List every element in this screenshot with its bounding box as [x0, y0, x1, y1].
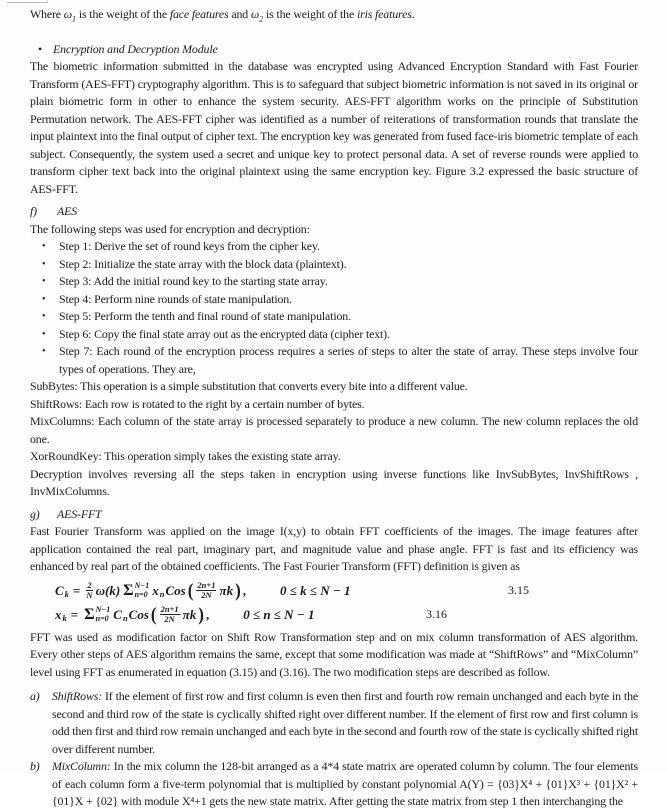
right-paren: )	[235, 579, 241, 602]
bullet-icon: •	[38, 41, 43, 56]
summation-limits	[135, 582, 150, 599]
right-paren: )	[198, 603, 204, 626]
list-label: b)	[30, 759, 40, 774]
operation-desc-mixcolumns: MixColumns: Each column of the state array is processed separately to produce a new column. The new column replaces the old one.	[30, 414, 638, 446]
math-var: x	[55, 607, 62, 623]
omega1-subscript: 1	[72, 14, 77, 24]
bullet-icon: •	[42, 328, 46, 340]
step-text: Step 1: Derive the set of round keys from the cipher key.	[59, 239, 320, 254]
equals-sign: =	[72, 583, 81, 599]
step-item	[30, 343, 638, 378]
step-item	[30, 326, 638, 344]
summation	[84, 606, 110, 623]
omega2-symbol: ω	[250, 7, 260, 21]
math-subscript: k	[62, 613, 67, 624]
modification-list	[30, 688, 638, 811]
step-text: Step 4: Perform nine rounds of state manipulation.	[59, 291, 292, 306]
aes-steps-list	[30, 238, 638, 378]
omega2-subscript: 2	[259, 14, 264, 24]
operation-desc-xorroundkey: XorRoundKey: This operation simply takes the existing state array.	[30, 449, 341, 464]
pi-k-term: πk	[182, 607, 197, 623]
left-paren: (	[187, 579, 194, 602]
intro-text: is the weight of the	[76, 7, 170, 21]
sigma-symbol: Σ	[84, 605, 95, 623]
intro-text: Where	[30, 7, 64, 21]
fraction	[160, 605, 180, 624]
omega1-symbol: ω	[63, 7, 73, 21]
aes-intro: The following steps was used for encryption and decryption:	[30, 221, 310, 236]
fft-after: FFT was used as modification factor on Shift Row Transformation step and on mix column transformation of AES algorithm. Every other steps of AES algorithm remains the same, except that some modification was made at “ShiftRows” and “MixColumn” level using FFT as enumerated in equation (3.15) and (3.16). The two modification steps are described as follow.	[30, 629, 638, 679]
intro-text: .	[411, 7, 415, 21]
module-heading-title: Encryption and Decryption Module	[53, 41, 218, 56]
sigma-symbol: Σ	[123, 581, 134, 599]
modification-item-shiftrows	[30, 688, 638, 758]
decryption-note: Decryption involves reversing all the steps taken in encryption using inverse functions like InvSubBytes, InvShiftRows , InvMixColumns.	[30, 466, 638, 499]
step-text: Step 3: Add the initial round key to the starting state array.	[59, 274, 328, 289]
modification-body	[52, 688, 638, 758]
step-item	[30, 273, 638, 291]
step-item	[30, 238, 638, 256]
term-mixcolumn: MixColumn:	[52, 759, 111, 774]
equation-3-15	[30, 579, 638, 603]
bullet-icon: •	[42, 293, 46, 305]
intro-text: and	[228, 7, 251, 21]
math-var: x	[152, 583, 159, 599]
equation-condition: 0 ≤ n ≤ N − 1	[243, 607, 315, 623]
aes-heading-title: AES	[57, 204, 78, 219]
iris-features-term: iris features	[356, 7, 412, 21]
module-paragraph: The biometric information submitted in the database was encrypted using Advanced Encryption Standard with Fast Fourier Transform (AES-FFT) cryptography algorithm. This is to safeguard that subject biometric information is not saved in its original or plain biometric form in other to enhance the system security. AES-FFT algorithm works on the principle of Substitution Permutation network. The AES-FFT cipher was identified as a number of reiterations of transformation rounds that translate the input plaintext into the final output of cipher text. The encryption key was generated from fused face-iris biometric template of each subject. Consequently, the system used a secret and unique key to protect personal data. A set of reverse rounds were applied to transform cipher text back into the original plaintext using the same encryption key. Figure 3.2 expressed the basic structure of AES-FFT.	[30, 59, 639, 196]
operation-desc-subbytes: SubBytes: This operation is a simple substitution that converts every bite into a different value.	[30, 379, 468, 394]
summation-upper: N−1	[134, 581, 150, 591]
fraction	[196, 581, 216, 600]
operation-desc-shiftrows: ShiftRows: Each row is rotated to the right by a certain number of bytes.	[30, 396, 365, 411]
fraction-numerator: 2n+1	[160, 604, 179, 615]
fraction-numerator: 2n+1	[197, 580, 216, 591]
cropped-figure-edge	[7, 0, 48, 3]
math-subscript: n	[122, 613, 128, 624]
math-subscript: k	[64, 589, 69, 600]
bullet-icon: •	[42, 346, 46, 358]
comma: ,	[205, 607, 210, 623]
modification-text: If the element of first row and first column is even then first and fourth row remain unchanged and each byte in the second and third row of the state is cyclically shifted right over different number. If the element of first row and first column is odd then first and third row remain unchanged and each byte in the second and fourth row of the state is cyclically shifted right over different number.	[52, 689, 638, 756]
modification-body	[52, 758, 638, 811]
aes-heading-label: f)	[30, 204, 37, 219]
math-var: C	[113, 607, 122, 623]
cosine-term: Cos	[165, 583, 186, 599]
page-content	[30, 6, 638, 811]
step-item	[30, 308, 638, 326]
summation-limits	[96, 606, 111, 623]
fraction-denominator: 2N	[201, 590, 212, 601]
equation-formula	[54, 605, 209, 624]
fraction-denominator: N	[86, 590, 93, 601]
aes-heading	[30, 203, 638, 221]
step-text: Step 6: Copy the final state array out as the encrypted data (cipher text).	[59, 326, 390, 341]
step-text: Step 5: Perform the tenth and final round of state manipulation.	[59, 309, 351, 324]
summation-lower: n=0	[134, 589, 148, 599]
equation-3-16	[30, 603, 638, 627]
step-text: Step 2: Initialize the state array with the block data (plaintext).	[59, 256, 347, 271]
equation-number: 3.16	[426, 607, 447, 622]
math-subscript: n	[159, 589, 165, 600]
term-shiftrows: ShiftRows:	[52, 689, 103, 704]
bullet-icon: •	[42, 241, 46, 253]
left-paren: (	[150, 603, 157, 626]
list-label: a)	[30, 689, 40, 704]
comma: ,	[242, 583, 246, 599]
modification-item-mixcolumn	[30, 758, 638, 811]
step-text: Step 7: Each round of the encryption process requires a series of steps to alter the state of array. These steps involve four types of operations. They are,	[59, 344, 638, 376]
equation-condition: 0 ≤ k ≤ N − 1	[280, 583, 351, 599]
intro-line	[30, 6, 638, 28]
equation-formula	[54, 581, 246, 600]
bullet-icon: •	[42, 258, 46, 270]
bullet-icon: •	[42, 276, 46, 288]
fft-intro: Fast Fourier Transform was applied on the image I(x,y) to obtain FFT coefficients of the images. The image features after application contained the real part, imaginary part, and magnitude value and phase angle. FFT is fast and its efficiency was enhanced by real part of the obtained coefficients. The Fast Fourier Transform (FFT) definition is given as	[30, 524, 638, 574]
equation-number: 3.15	[508, 583, 529, 598]
aesfft-heading	[30, 506, 638, 524]
step-item	[30, 291, 638, 309]
equals-sign: =	[70, 607, 79, 623]
omega-function: ω(k)	[95, 583, 121, 599]
fraction-numerator: 2	[87, 580, 92, 591]
module-heading	[30, 41, 638, 59]
fraction-denominator: 2N	[164, 614, 175, 625]
cosine-term: Cos	[128, 607, 149, 623]
intro-text: is the weight of the	[263, 7, 357, 21]
summation-upper: N−1	[95, 605, 111, 615]
fraction	[86, 581, 92, 600]
summation	[123, 582, 149, 599]
summation-lower: n=0	[95, 613, 109, 623]
bullet-icon: •	[42, 311, 46, 323]
aesfft-heading-title: AES-FFT	[57, 506, 102, 521]
step-item	[30, 256, 638, 274]
face-features-term: face features	[169, 7, 229, 21]
aesfft-heading-label: g)	[30, 506, 40, 521]
pi-k-term: πk	[219, 583, 234, 599]
modification-text: In the mix column the 128-bit arranged as a 4*4 state matrix are operated column by column. The four elements of each column form a five-term polynomial that is multiplied by constant polynomial A(Y) = {03}X⁴ + {01}X³ + {01}X² + {01}X + {02} with module X⁴+1 gets the new state matrix. After getting the state matrix from step 1 then interchanging the	[52, 759, 638, 809]
math-var: C	[55, 583, 64, 599]
